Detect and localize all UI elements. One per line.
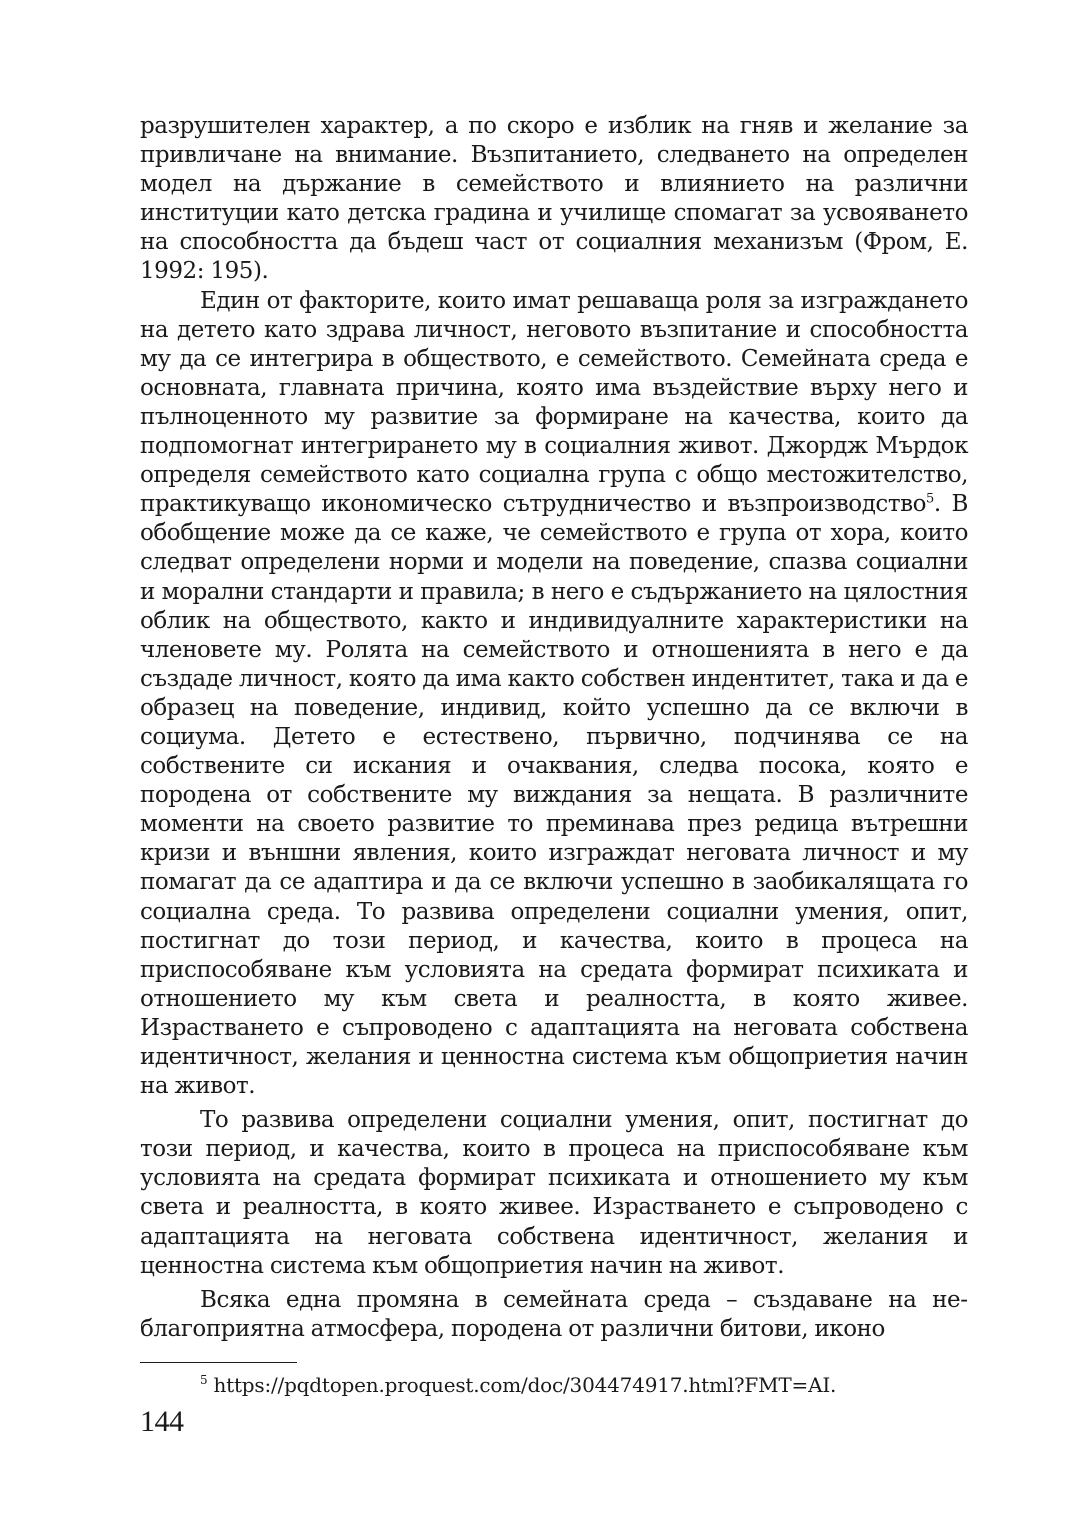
paragraph-1: разрушителен характер, а по скоро е изблик на гняв и желание за привличане на внимание. Възпитанието, следването на определен модел на държание в семейството и влиянието на различни институции като детска градина и училище спомагат за усвояването на способността да бъдеш част от социалния механизъм (Фром, Е. 1992: 195).: [140, 113, 968, 285]
footnote-marker: 5: [200, 1373, 208, 1388]
footnote-divider: [140, 1362, 297, 1363]
paragraph-2-text-a: Един от факторите, които имат решаваща роля за изграждането на детето като здрава личност, неговото възпитание и способността му да се интегрира в обществото, е семейството. Семейната среда е основната, главната причина, която има въздействие върху него и пълноценното му развитие за формиране на качества, които да подпомогнат интегрирането му в социалния живот. Джордж Мърдок определя семейството като социална група с общо местожителство, практикуващо икономическо сътрудничество и възпроизводство: [140, 287, 968, 518]
page-number: 144: [140, 1405, 184, 1438]
footnote-5: [200, 1372, 836, 1398]
paragraph-2-text-b: . В обобщение може да се каже, че семейството е група от хора, които следват определени норми и модели на поведение, спазва социални и морални стандарти и правила; в него е съдържанието на цялостния облик на обществото, както и индивидуалните характеристики на членовете му. Ролята на семейството и отношенията в него е да създаде личност, която да има както собствен индентитет, така и да е образец на поведение, индивид, който успешно да се включи в социума. Детето е естествено, първично, подчинява се на собствените си искания и очаквания, следва посока, която е породена от собствените му виждания за нещата. В различните моменти на своето развитие то преминава през редица вътрешни кризи и външни явления, които изграждат неговата личност и му помагат да се адаптира и да се включи успешно в заобикалящата го социална среда. То развива определени социални умения, опит, постигнат до този период, и качества, които в процеса на приспособяване към условията на средата формират психиката и отношението му към света и реалността, в която живее. Израстването е съпроводено с адаптацията на неговата собствена идентичност, желания и ценностна система към общоприетия начин на живот.: [140, 491, 969, 1100]
paragraph-4: Всяка една промяна в семейната среда – създаване на неблагоприятна атмосфера, породена от различни битови, иконо: [140, 1286, 968, 1342]
footnote-link[interactable]: https://pqdtopen.proquest.com/doc/304474917.html?FMT=AI.: [213, 1373, 837, 1397]
page-body: [140, 112, 968, 1344]
paragraph-3: То развива определени социални умения, опит, постигнат до този период, и качества, които в процеса на приспособяване към условията на средата формират психиката и отношението му към света и реалността, в която живее. Израстването е съпроводено с адаптацията на неговата собствена идентичност, желания и ценностна система към общоприетия начин на живот.: [140, 1107, 968, 1279]
footnote-ref-5[interactable]: 5: [926, 491, 934, 507]
paragraph-2: [140, 287, 968, 1102]
